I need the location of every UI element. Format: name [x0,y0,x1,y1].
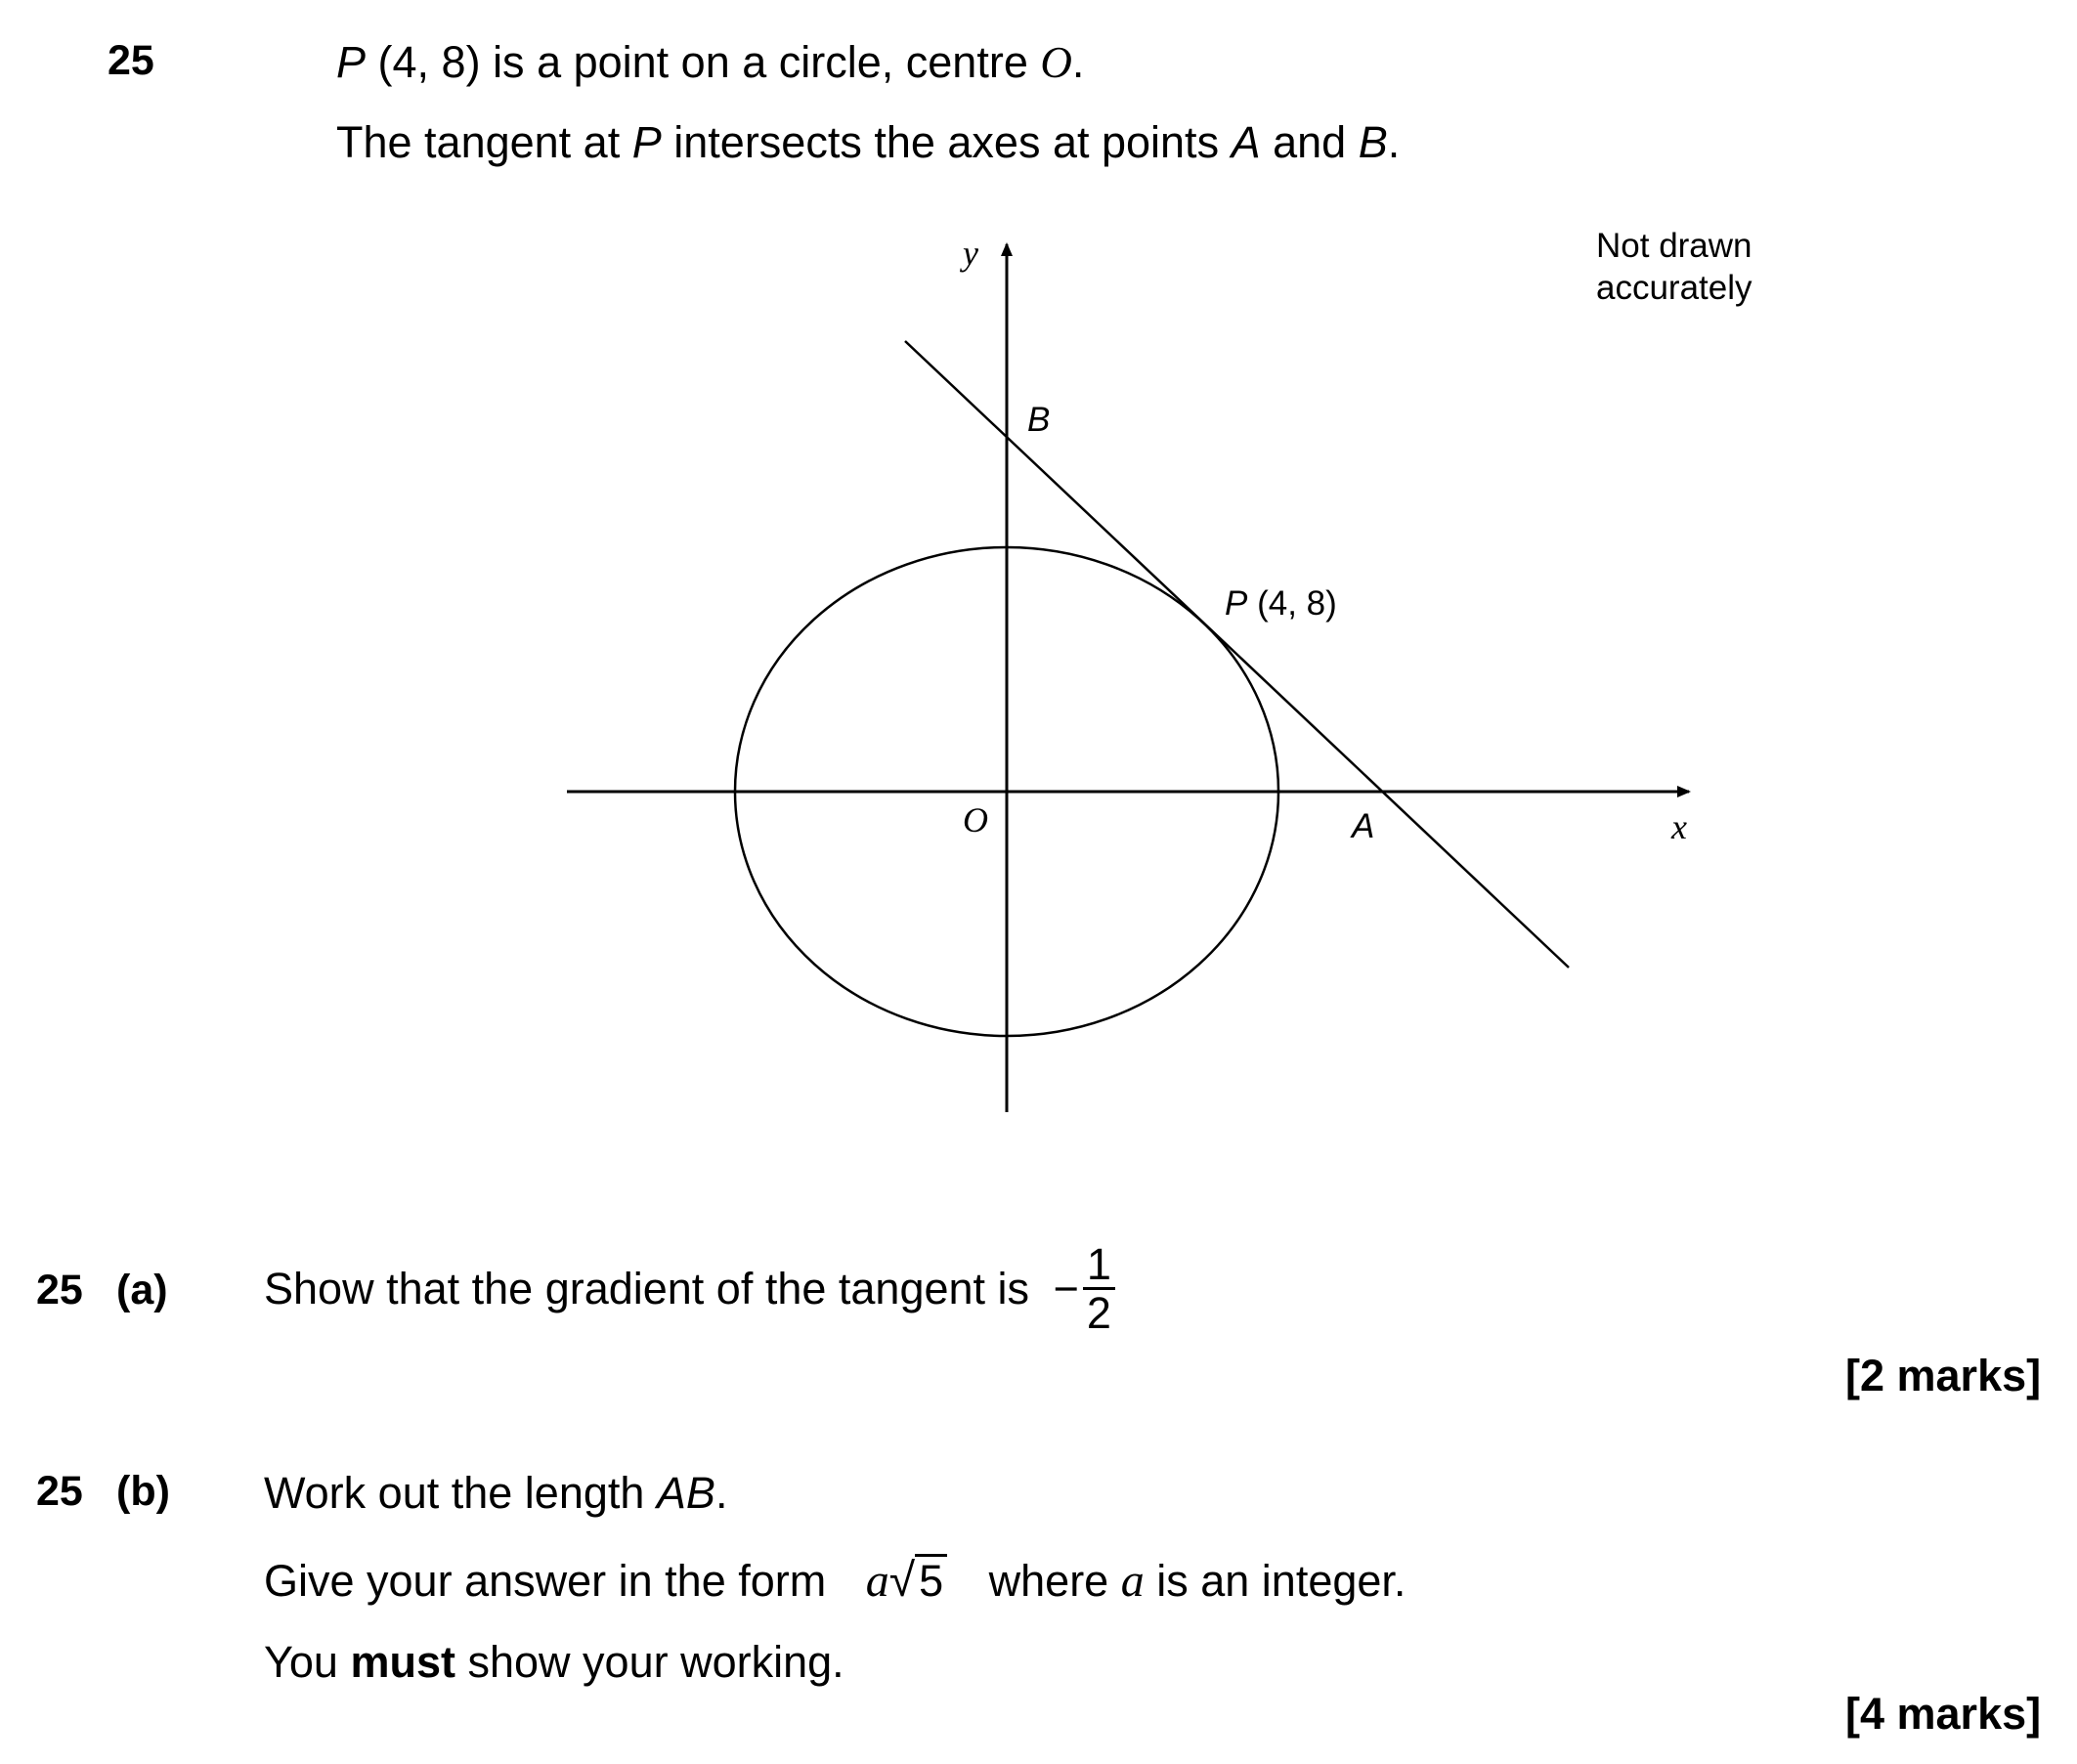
part-b-marks: [4 marks] [1845,1689,2042,1739]
part-a-text [264,1241,1115,1337]
part-b-line-3-pre: You [264,1637,338,1687]
intro-line-2-a: A [1231,117,1261,167]
centre-o-label: O [1040,38,1072,87]
part-b-line-2 [264,1554,1406,1608]
part-a-number: 25 [36,1267,83,1313]
y-axis-label: y [963,234,978,273]
point-a-label: A [1352,807,1375,845]
point-p-diagram-coords: (4, 8) [1257,584,1337,623]
intro-line-2-end: . [1387,117,1401,167]
point-p-diagram-label [1225,584,1337,624]
note-line-1: Not drawn [1596,227,1752,265]
part-b-line-2-pre: Give your answer in the form [264,1556,827,1606]
part-b-line-3 [264,1637,844,1688]
part-a-minus: − [1053,1263,1079,1313]
fraction-numerator: 1 [1083,1241,1115,1290]
part-b-line-3-end: show your working. [467,1637,844,1687]
part-b-line-1-pre: Work out the length [264,1468,645,1518]
part-a-letter: (a) [116,1267,168,1313]
sqrt-radicand: 5 [915,1554,947,1606]
part-b-line-1-end: . [714,1468,728,1518]
fraction-denominator: 2 [1086,1288,1111,1339]
intro-line-1-text: (4, 8) is a point on a circle, centre [377,37,1028,87]
point-p-diagram-letter: P [1225,584,1248,623]
intro-line-2-mid: intersects the axes at points [673,117,1220,167]
question-number: 25 [108,37,154,84]
sqrt-symbol: √ [888,1555,916,1607]
where-a-variable: a [1120,1555,1145,1607]
point-b-label: B [1027,401,1051,439]
x-axis-label: x [1671,807,1687,846]
part-b-letter: (b) [116,1468,170,1515]
part-a-marks: [2 marks] [1845,1351,2042,1400]
part-b-line-1 [264,1468,727,1519]
intro-line-2-b: B [1358,117,1388,167]
intro-line-2-pre: The tangent at [336,117,621,167]
length-ab-label: AB [656,1468,715,1518]
note-line-2: accurately [1596,269,1752,307]
part-a-statement: Show that the gradient of the tangent is [264,1263,1030,1313]
tangent-line [905,341,1569,968]
part-b-line-2-end: is an integer. [1156,1556,1406,1606]
intro-line-2-and: and [1273,117,1347,167]
part-b-line-3-bold: must [350,1637,455,1687]
part-b-number: 25 [36,1468,83,1515]
intro-line-1-end: . [1071,37,1085,87]
fraction-one-half [1083,1241,1115,1337]
point-p-label: P [336,37,367,87]
part-b-line-2-where: where [988,1556,1109,1606]
origin-label: O [963,800,988,839]
form-a-variable: a [865,1555,889,1607]
not-drawn-accurately-note [1596,225,1752,309]
intro-line-2-p: P [631,117,662,167]
